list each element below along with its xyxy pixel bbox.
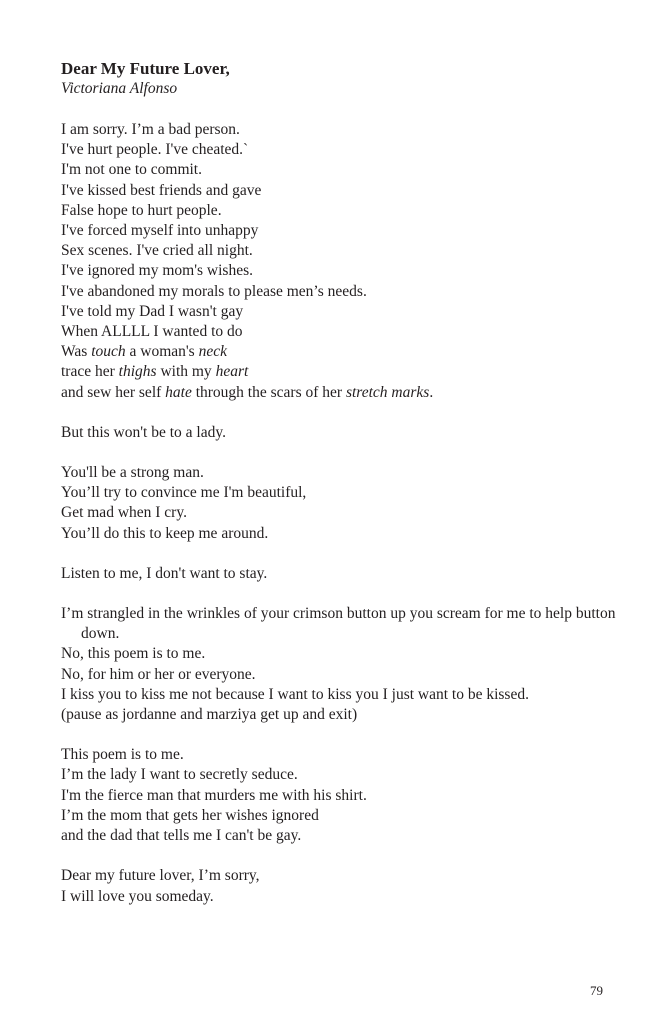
poem-line xyxy=(61,685,621,705)
poem-line xyxy=(61,564,621,584)
line-text: and sew her self xyxy=(61,383,166,401)
line-text: I will love you someday. xyxy=(61,887,214,905)
poem-author: Victoriana Alfonso xyxy=(61,80,178,97)
page-number: 79 xyxy=(590,983,603,998)
line-text: No, this poem is to me. xyxy=(61,645,206,663)
line-text: through the scars of her xyxy=(191,383,346,401)
stanza xyxy=(61,423,621,443)
italic-text: heart xyxy=(215,363,249,381)
line-text: I've abandoned my morals to please men’s needs. xyxy=(61,282,367,300)
poem-line xyxy=(61,120,621,140)
italic-text: touch xyxy=(91,343,126,361)
poem-body xyxy=(61,120,621,907)
line-text: . xyxy=(429,383,434,401)
poem-line xyxy=(61,887,621,907)
line-text: I've told my Dad I wasn't gay xyxy=(61,302,244,320)
line-text: You'll be a strong man. xyxy=(61,464,204,482)
line-text: I'm the fierce man that murders me with his shirt. xyxy=(61,786,367,804)
line-text: No, for him or her or everyone. xyxy=(61,665,256,683)
italic-text: thighs xyxy=(118,363,157,381)
italic-text: hate xyxy=(165,383,192,401)
poem-line xyxy=(61,383,621,403)
line-text: I've ignored my mom's wishes. xyxy=(61,262,253,280)
poem-line xyxy=(61,160,621,180)
poem-page xyxy=(61,58,621,927)
line-text: I’m the lady I want to secretly seduce. xyxy=(61,766,298,784)
line-text: I've forced myself into unhappy xyxy=(61,222,259,240)
stanza xyxy=(61,463,621,544)
line-text: Get mad when I cry. xyxy=(61,504,187,522)
poem-line xyxy=(61,765,621,785)
stanza xyxy=(61,120,621,403)
line-text: But this won't be to a lady. xyxy=(61,423,226,441)
poem-line xyxy=(61,745,621,765)
line-text: You’ll try to convince me I'm beautiful, xyxy=(61,484,307,502)
poem-line xyxy=(61,604,621,644)
stanza xyxy=(61,604,621,725)
line-text: You’ll do this to keep me around. xyxy=(61,524,269,542)
line-text: I'm not one to commit. xyxy=(61,161,202,179)
poem-line xyxy=(61,362,621,382)
line-text: I’m the mom that gets her wishes ignored xyxy=(61,806,319,824)
poem-line xyxy=(61,866,621,886)
poem-line xyxy=(61,181,621,201)
italic-text: neck xyxy=(198,343,227,361)
poem-line xyxy=(61,302,621,322)
poem-line xyxy=(61,463,621,483)
line-text: Was xyxy=(61,343,92,361)
line-text: I’m strangled in the wrinkles of your crimson button up you scream for me to help button down. xyxy=(61,605,616,643)
line-text: (pause as jordanne and marziya get up and exit) xyxy=(61,706,358,724)
poem-line xyxy=(61,644,621,664)
stanza xyxy=(61,745,621,846)
line-text: Listen to me, I don't want to stay. xyxy=(61,564,268,582)
line-text: I kiss you to kiss me not because I want to kiss you I just want to be kissed. xyxy=(61,685,529,703)
italic-text: stretch marks xyxy=(345,383,430,401)
poem-title: Dear My Future Lover, xyxy=(61,59,230,78)
poem-line xyxy=(61,342,621,362)
stanza xyxy=(61,564,621,584)
poem-line xyxy=(61,806,621,826)
line-text: a woman's xyxy=(125,343,199,361)
poem-line xyxy=(61,241,621,261)
line-text: I've hurt people. I've cheated.` xyxy=(61,141,249,159)
line-text: When ALLLL I wanted to do xyxy=(61,323,243,341)
poem-line xyxy=(61,665,621,685)
poem-line xyxy=(61,423,621,443)
poem-line xyxy=(61,524,621,544)
poem-line xyxy=(61,503,621,523)
line-text: with my xyxy=(156,363,216,381)
poem-line xyxy=(61,261,621,281)
line-text: Dear my future lover, I’m sorry, xyxy=(61,867,260,885)
poem-line xyxy=(61,201,621,221)
line-text: False hope to hurt people. xyxy=(61,201,222,219)
poem-line xyxy=(61,483,621,503)
poem-line xyxy=(61,221,621,241)
line-text: I am sorry. I’m a bad person. xyxy=(61,121,240,138)
line-text: I've kissed best friends and gave xyxy=(61,181,262,199)
stanza xyxy=(61,866,621,906)
line-text: trace her xyxy=(61,363,119,381)
line-text: Sex scenes. I've cried all night. xyxy=(61,242,253,260)
line-text: and the dad that tells me I can't be gay. xyxy=(61,827,302,845)
poem-line xyxy=(61,786,621,806)
poem-line xyxy=(61,140,621,160)
poem-line xyxy=(61,282,621,302)
line-text: This poem is to me. xyxy=(61,746,184,764)
poem-line xyxy=(61,826,621,846)
poem-line xyxy=(61,322,621,342)
poem-line xyxy=(61,705,621,725)
